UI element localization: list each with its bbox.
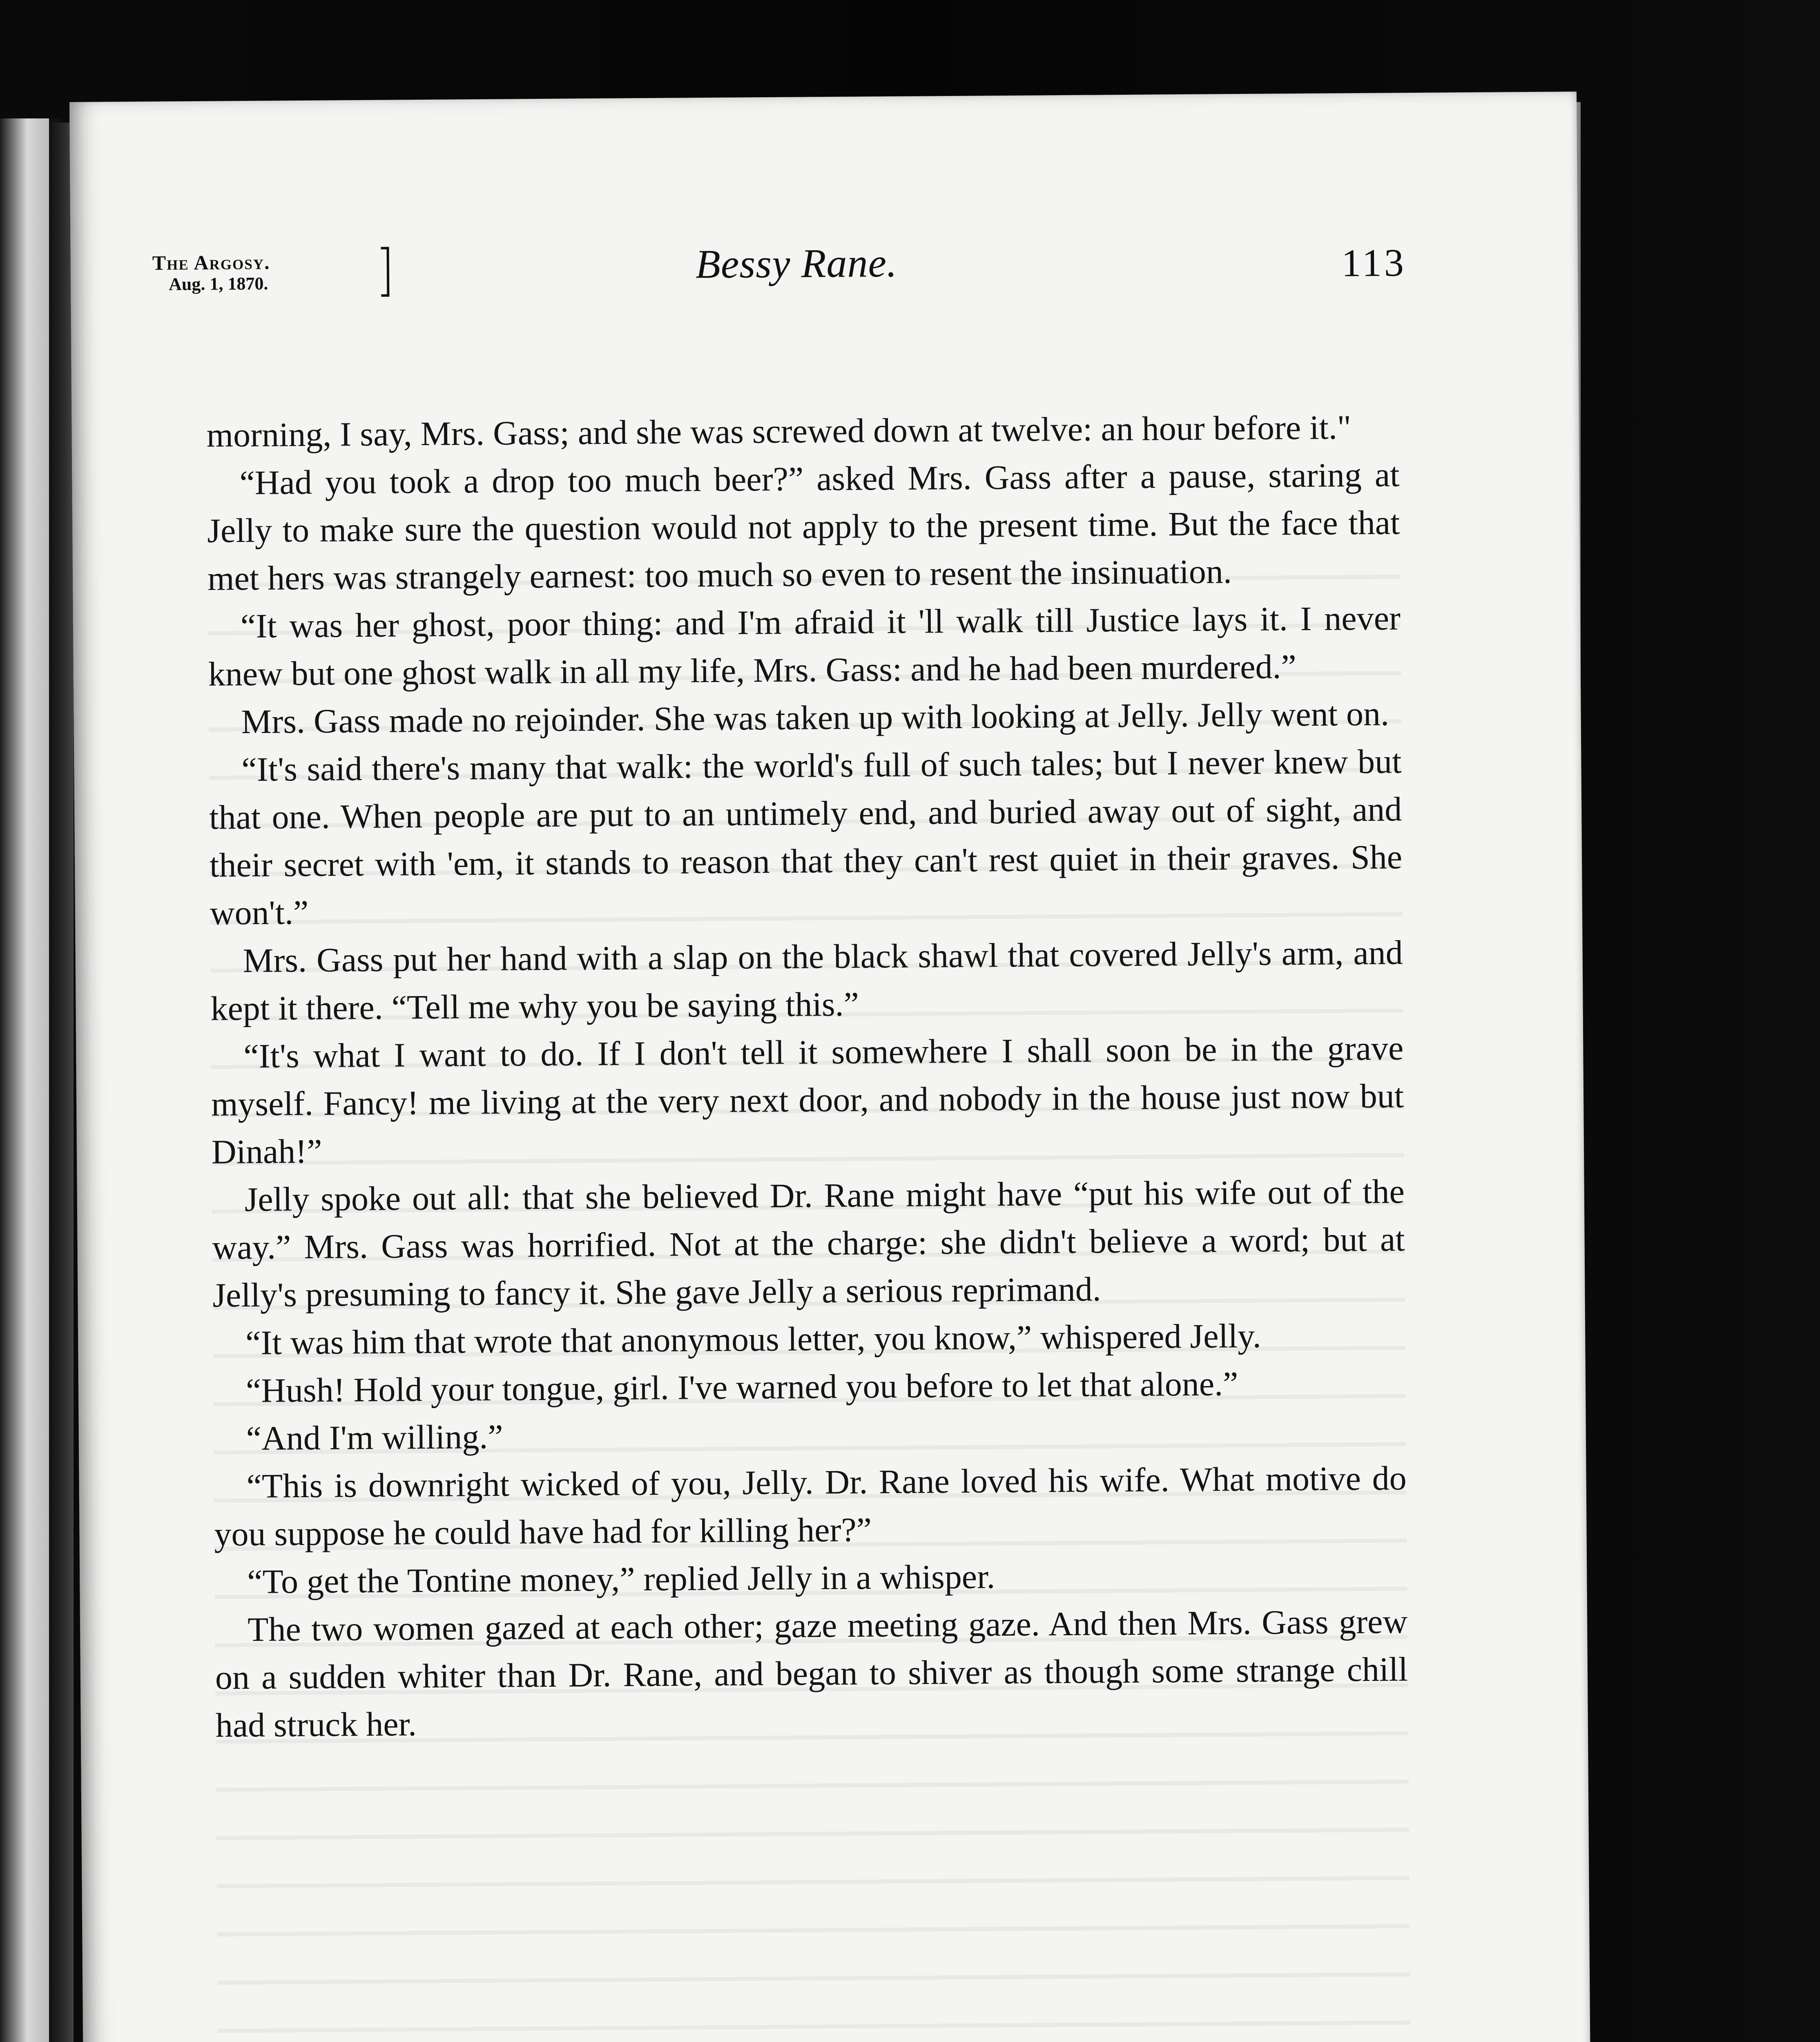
running-head bbox=[152, 227, 1406, 305]
paragraph: “To get the Tontine money,” replied Jelly in a whisper. bbox=[247, 1558, 995, 1601]
paragraph: morning, I say, Mrs. Gass; and she was screwed down at twelve: an hour before it." bbox=[206, 408, 1352, 455]
paragraph: “It's what I want to do. If I don't tell it somewhere I shall soon be in the grave myself. Fancy! me living at the very next door, and nobody in the house just now but Dinah!” bbox=[211, 1029, 1404, 1171]
paragraph: “Had you took a drop too much beer?” asked Mrs. Gass after a pause, staring at Jelly to make sure the question would not apply to the present time. But the face that met hers was strangely earnest: too much so even to resent the insinuation. bbox=[207, 456, 1400, 598]
journal-date: Aug. 1, 1870. bbox=[168, 273, 268, 294]
paragraph: “Hush! Hold your tongue, girl. I've warned you before to let that alone.” bbox=[245, 1365, 1238, 1410]
paragraph: The two women gazed at each other; gaze meeting gaze. And then Mrs. Gass grew on a sudden whiter than Dr. Rane, and began to shiver as though some strange chill had struck her. bbox=[215, 1603, 1408, 1745]
running-title: Bessy Rane. bbox=[695, 240, 898, 287]
paragraph: “This is downright wicked of you, Jelly. Dr. Rane loved his wife. What motive do you suppose he could have had for killing her?” bbox=[214, 1459, 1407, 1554]
paragraph: “It was her ghost, poor thing: and I'm afraid it 'll walk till Justice lays it. I never knew but one ghost walk in all my life, Mrs. Gass: and he had been murdered.” bbox=[208, 599, 1401, 693]
book-page bbox=[69, 91, 1594, 2042]
paragraph: Jelly spoke out all: that she believed Dr. Rane might have “put his wife out of the way.” Mrs. Gass was horrified. Not at the charge: she didn't believe a word; but at Jelly's presuming to fancy it. She gave Jelly a serious reprimand. bbox=[212, 1173, 1405, 1315]
body-text bbox=[206, 403, 1408, 1749]
paragraph: “And I'm willing.” bbox=[246, 1418, 503, 1458]
journal-name: The Argosy. bbox=[152, 250, 270, 274]
paragraph: Mrs. Gass made no rejoinder. She was taken up with looking at Jelly. Jelly went on. bbox=[241, 695, 1390, 741]
binding-gutter bbox=[49, 123, 74, 2042]
paragraph: “It's said there's many that walk: the world's full of such tales; but I never knew but that one. When people are put to an untimely end, and buried away out of sight, and their secret with 'em, it stands to reason that they can't rest quiet in their graves. She won't.” bbox=[209, 742, 1403, 932]
paragraph: “It was him that wrote that anonymous letter, you know,” whispered Jelly. bbox=[245, 1317, 1261, 1362]
page-number: 113 bbox=[1341, 241, 1407, 285]
bracket-mark bbox=[381, 247, 389, 297]
paragraph: Mrs. Gass put her hand with a slap on the black shawl that covered Jelly's arm, and kept it there. “Tell me why you be saying this.” bbox=[210, 934, 1403, 1028]
journal-reference bbox=[152, 252, 270, 294]
